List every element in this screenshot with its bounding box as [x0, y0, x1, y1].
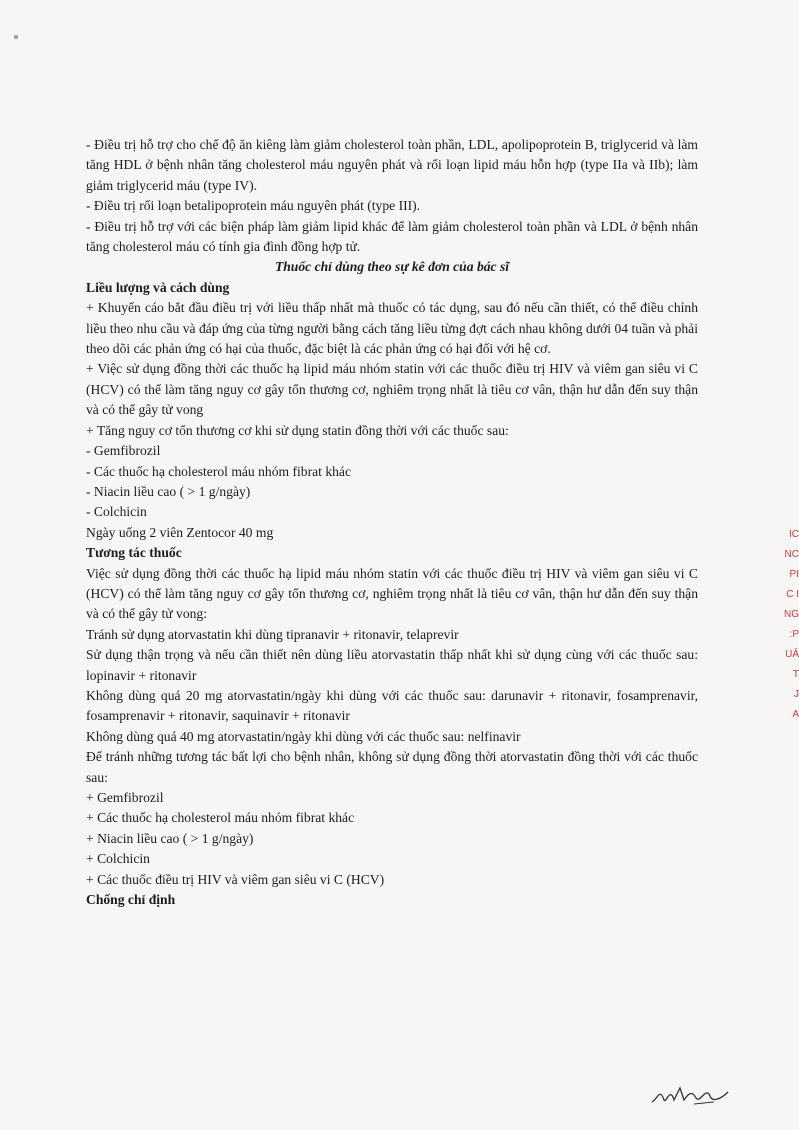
list-item: - Colchicin — [86, 504, 147, 520]
stamp-fragment: T — [792, 669, 799, 680]
daily-dose: Ngày uống 2 viên Zentocor 40 mg — [86, 524, 274, 540]
signature-icon — [650, 1080, 730, 1108]
list-item: + Các thuốc hạ cholesterol máu nhóm fibrat khác — [86, 810, 355, 826]
stamp-fragment: C I — [786, 589, 799, 600]
stamp-fragment: UẢ — [785, 649, 799, 660]
stamp-fragment: J — [794, 689, 799, 700]
indication-1: - Điều trị hỗ trợ cho chế độ ăn kiêng làm giảm cholesterol toàn phần, LDL, apolipoprotein B, triglycerid và làm tăng HDL ở bệnh nhân tăng cholesterol máu nguyên phát và rối loạn lipid máu hỗn hợp (type IIa và IIb); làm giảm triglycerid máu (type IV). — [86, 137, 698, 193]
list-item: + Colchicin — [86, 851, 150, 867]
interactions-text-2: Tránh sử dụng atorvastatin khi dùng tipranavir + ritonavir, telaprevir — [86, 626, 459, 642]
red-stamp-edge — [769, 525, 799, 855]
interactions-text-3: Sử dụng thận trọng và nếu cần thiết nên dùng liều atorvastatin thấp nhất khi sử dụng cùng với các thuốc sau: lopinavir + ritonavir — [86, 647, 698, 683]
dosage-heading: Liều lượng và cách dùng — [86, 279, 230, 295]
list-item: + Các thuốc điều trị HIV và viêm gan siêu vi C (HCV) — [86, 871, 385, 887]
scan-dot — [14, 35, 18, 39]
dosage-text-1: + Khuyến cáo bắt đầu điều trị với liều thấp nhất mà thuốc có tác dụng, sau đó nếu cần thiết, có thể điều chỉnh liều theo nhu cầu và đáp ứng của từng người bằng cách tăng liều từng đợt cách nhau không dưới 04 tuần và phải theo dõi các phản ứng có hại của thuốc, đặc biệt là các phản ứng có hại đối với hệ cơ. — [86, 300, 698, 357]
stamp-fragment: NC — [784, 549, 799, 560]
interactions-heading: Tương tác thuốc — [86, 545, 182, 561]
document-body — [86, 135, 698, 910]
interactions-text-5: Không dùng quá 40 mg atorvastatin/ngày khi dùng với các thuốc sau: nelfinavir — [86, 728, 521, 744]
contraindications-heading: Chống chỉ định — [86, 892, 176, 908]
stamp-fragment: IC — [789, 529, 799, 540]
list-item: + Niacin liều cao ( > 1 g/ngày) — [86, 830, 254, 846]
stamp-fragment: A — [792, 709, 799, 720]
interactions-text-4: Không dùng quá 20 mg atorvastatin/ngày khi dùng với các thuốc sau: darunavir + ritonavir, fosamprenavir, fosamprenavir + ritonavir, saquinavir + ritonavir — [86, 687, 698, 724]
list-item: - Niacin liều cao ( > 1 g/ngày) — [86, 483, 251, 499]
indication-3: - Điều trị hỗ trợ với các biện pháp làm giảm lipid khác để làm giảm cholesterol toàn phần và LDL ở bệnh nhân tăng cholesterol máu có tính gia đình đồng hợp tử. — [86, 218, 698, 255]
prescription-notice: Thuốc chỉ dùng theo sự kê đơn của bác sĩ — [274, 259, 510, 275]
indication-2: - Điều trị rối loạn betalipoprotein máu nguyên phát (type III). — [86, 198, 421, 214]
list-item: - Gemfibrozil — [86, 443, 161, 459]
stamp-fragment: PI — [789, 569, 799, 580]
stamp-fragment: :P — [789, 629, 799, 640]
list-item: - Các thuốc hạ cholesterol máu nhóm fibrat khác — [86, 463, 351, 479]
dosage-text-3: + Tăng nguy cơ tổn thương cơ khi sử dụng statin đồng thời với các thuốc sau: — [86, 422, 509, 438]
dosage-text-2: + Việc sử dụng đồng thời các thuốc hạ lipid máu nhóm statin với các thuốc điều trị HIV và viêm gan siêu vi C (HCV) có thể làm tăng nguy cơ gây tổn thương cơ, nghiêm trọng nhất là tiêu cơ vân, thận hư dẫn đến suy thận và có thể gây tử vong — [86, 361, 698, 418]
interactions-text-6: Để tránh những tương tác bất lợi cho bệnh nhân, không sử dụng đồng thời atorvastatin đồng thời với các thuốc sau: — [86, 749, 698, 785]
list-item: + Gemfibrozil — [86, 790, 164, 805]
interactions-text-1: Việc sử dụng đồng thời các thuốc hạ lipid máu nhóm statin với các thuốc điều trị HIV và viêm gan siêu vi C (HCV) có thể làm tăng nguy cơ gây tổn thương cơ, nghiêm trọng nhất là tiêu cơ vân, thận hư dẫn đến suy thận và có thể gây tử vong: — [86, 565, 698, 622]
stamp-fragment: NG — [784, 609, 799, 620]
